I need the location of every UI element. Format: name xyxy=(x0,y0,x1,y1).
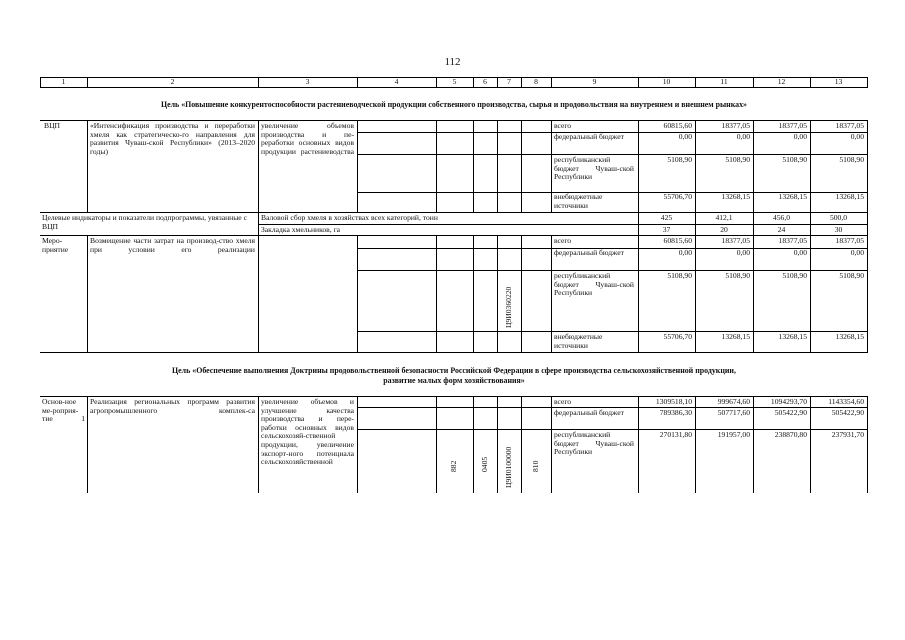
block2-value: 5108,90 xyxy=(725,271,750,280)
table-rule xyxy=(473,235,474,352)
block3-value: 1309518,10 xyxy=(655,397,692,406)
block1-source-republic: республиканский бюджет Чуваш-ской Республики xyxy=(554,155,634,182)
block3-source-federal: федеральный бюджет xyxy=(554,408,624,417)
block1-value: 5108,90 xyxy=(725,155,750,164)
header-col-12: 12 xyxy=(777,77,786,86)
header-col-2: 2 xyxy=(170,77,175,86)
block2-source-extra: внебюджетные источники xyxy=(554,332,603,350)
header-col-4: 4 xyxy=(394,77,399,86)
block2-value: 18377,05 xyxy=(835,236,864,245)
block2-target-code: Ц9И0360220 xyxy=(504,286,513,328)
table-rule xyxy=(867,235,868,352)
table-rule xyxy=(87,120,88,212)
block3-source-total: всего xyxy=(554,397,572,406)
block3-value: 270131,80 xyxy=(659,430,692,439)
table-rule xyxy=(497,235,498,352)
block3-value: 789386,30 xyxy=(659,408,692,417)
table-rule xyxy=(473,396,474,493)
block3-type: Основ-ное ме-роприя-тие 1 xyxy=(42,397,85,424)
block2-value: 0,00 xyxy=(678,248,692,257)
table-rule xyxy=(551,120,552,212)
block1-value: 5108,90 xyxy=(667,155,692,164)
header-col-11: 11 xyxy=(720,77,728,86)
block3-section-code: 0405 xyxy=(480,456,489,472)
indicator-value: 456,0 xyxy=(772,213,791,222)
indicator-value: 30 xyxy=(834,225,843,234)
header-col-9: 9 xyxy=(592,77,597,86)
block3-source-republic: республиканский бюджет Чуваш-ской Республики xyxy=(554,430,634,457)
indicator-name: Валовой сбор хмеля в хозяйствах всех категорий, тонн xyxy=(261,213,438,222)
block1-value: 0,00 xyxy=(850,132,864,141)
table-rule xyxy=(258,235,259,352)
indicator-value: 412,1 xyxy=(715,213,733,222)
block2-source-federal: федеральный бюджет xyxy=(554,248,624,257)
block3-value: 237931,70 xyxy=(831,430,864,439)
block2-activity-name: Возмещение части затрат на производ-ство хмеля при условии его реализации xyxy=(90,236,255,254)
table-rule xyxy=(521,235,522,352)
block3-activity-name: Реализация региональных программ развития агропромышленного комплек-са xyxy=(90,397,255,415)
header-col-13: 13 xyxy=(834,77,843,86)
block3-admin-code: 882 xyxy=(449,460,458,472)
page-number: 112 xyxy=(444,56,461,68)
block1-value: 5108,90 xyxy=(782,155,807,164)
block3-value: 238870,80 xyxy=(774,430,807,439)
block2-source-republic: республиканский бюджет Чуваш-ской Республики xyxy=(554,271,634,298)
table-rule xyxy=(867,77,868,88)
table-rule xyxy=(867,396,868,493)
block1-value: 0,00 xyxy=(736,132,750,141)
table-rule xyxy=(258,224,868,225)
block1-value: 0,00 xyxy=(793,132,807,141)
table-rule xyxy=(40,352,868,353)
header-col-3: 3 xyxy=(305,77,310,86)
block1-value: 55706,70 xyxy=(663,192,692,201)
goal-heading-1: Цель «Повышение конкурентоспособности растениеводческой продукции собственного производства, сырья и продовольствия на внутреннем и внешнем рынках» xyxy=(160,100,747,109)
goal-heading-2-line2: развитие малых форм хозяйствования» xyxy=(383,376,525,385)
block2-value: 5108,90 xyxy=(839,271,864,280)
block2-value: 13268,15 xyxy=(721,332,750,341)
block1-type: ВЦП xyxy=(44,121,61,130)
block3-value: 1094293,70 xyxy=(770,397,807,406)
table-rule xyxy=(551,396,552,493)
block3-value: 1143354,60 xyxy=(828,397,864,406)
block2-value: 0,00 xyxy=(793,248,807,257)
block2-value: 18377,05 xyxy=(721,236,750,245)
indicator-value: 500,0 xyxy=(829,213,848,222)
table-rule xyxy=(497,396,498,493)
block2-value: 18377,05 xyxy=(778,236,807,245)
block3-expense-code: 810 xyxy=(531,460,540,472)
block3-target-code: Ц9И0100000 xyxy=(504,446,513,488)
table-rule xyxy=(521,120,522,212)
block1-program-name: «Интенсификация производства и переработки хмеля как стратегическо-го направления для развития Чуваш-ской Республики» (2013–2020 годы) xyxy=(90,121,255,156)
block1-value: 18377,05 xyxy=(835,121,864,130)
table-rule xyxy=(436,235,437,352)
block3-value: 507717,60 xyxy=(717,408,750,417)
block1-source-total: всего xyxy=(554,121,572,130)
table-rule xyxy=(551,235,552,352)
table-rule xyxy=(357,396,358,493)
block2-value: 5108,90 xyxy=(667,271,692,280)
table-rule xyxy=(87,396,88,493)
block2-value: 13268,15 xyxy=(835,332,864,341)
block3-result: увеличение объемов и улучшение качества производства и пере-работки основных видов сельскохозяй-ственной продукции, увеличение экспорт-ного потенциала сельскохозяйственной xyxy=(261,398,354,467)
table-rule xyxy=(521,396,522,493)
block1-source-extra: внебюджетные источники xyxy=(554,192,603,210)
block2-type: Меро-приятие xyxy=(42,236,69,254)
table-rule xyxy=(258,120,259,235)
block1-value: 60815,60 xyxy=(663,121,692,130)
block1-value: 0,00 xyxy=(678,132,692,141)
block2-source-total: всего xyxy=(554,236,572,245)
block1-value: 18377,05 xyxy=(778,121,807,130)
block1-value: 5108,90 xyxy=(839,155,864,164)
indicator-value: 425 xyxy=(660,213,673,222)
block3-value: 505422,90 xyxy=(831,408,864,417)
indicator-name: Закладка хмельников, га xyxy=(261,225,341,234)
block2-value: 0,00 xyxy=(850,248,864,257)
indicator-value: 37 xyxy=(662,225,671,234)
table-rule xyxy=(87,235,88,352)
table-rule xyxy=(40,87,868,88)
block2-value: 5108,90 xyxy=(782,271,807,280)
table-rule xyxy=(473,120,474,212)
table-rule xyxy=(436,396,437,493)
block1-result: увеличение объемов производства и пе-реработки основных видов продукции растениеводства xyxy=(261,121,354,156)
block3-value: 191957,00 xyxy=(717,430,750,439)
table-rule xyxy=(436,120,437,212)
block1-value: 18377,05 xyxy=(721,121,750,130)
block1-value: 13268,15 xyxy=(778,192,807,201)
block1-value: 13268,15 xyxy=(721,192,750,201)
indicator-value: 24 xyxy=(777,225,786,234)
header-col-7: 7 xyxy=(507,77,511,86)
goal-heading-2-line1: Цель «Обеспечение выполнения Доктрины продовольственной безопасности Российской Федерации в сфере производства сельскохозяйственной продукции, xyxy=(172,366,736,375)
header-col-1: 1 xyxy=(61,77,66,86)
header-col-6: 6 xyxy=(483,77,487,86)
table-rule xyxy=(867,120,868,235)
table-rule xyxy=(497,120,498,212)
indicator-value: 20 xyxy=(720,225,728,234)
block2-value: 13268,15 xyxy=(778,332,807,341)
table-rule xyxy=(357,120,358,212)
block1-value: 13268,15 xyxy=(835,192,864,201)
table-rule xyxy=(357,235,358,352)
block2-value: 60815,60 xyxy=(663,236,692,245)
indicators-label: Целевые индикаторы и показатели подпрограммы, увязанные с ВЦП xyxy=(42,213,247,231)
block2-value: 55706,70 xyxy=(663,332,692,341)
block2-value: 0,00 xyxy=(736,248,750,257)
header-col-10: 10 xyxy=(662,77,671,86)
block3-value: 999674,60 xyxy=(717,397,750,406)
block3-value: 505422,90 xyxy=(774,408,807,417)
header-col-8: 8 xyxy=(534,77,538,86)
block1-source-federal: федеральный бюджет xyxy=(554,132,624,141)
table-rule xyxy=(258,396,259,493)
header-col-5: 5 xyxy=(452,77,457,86)
